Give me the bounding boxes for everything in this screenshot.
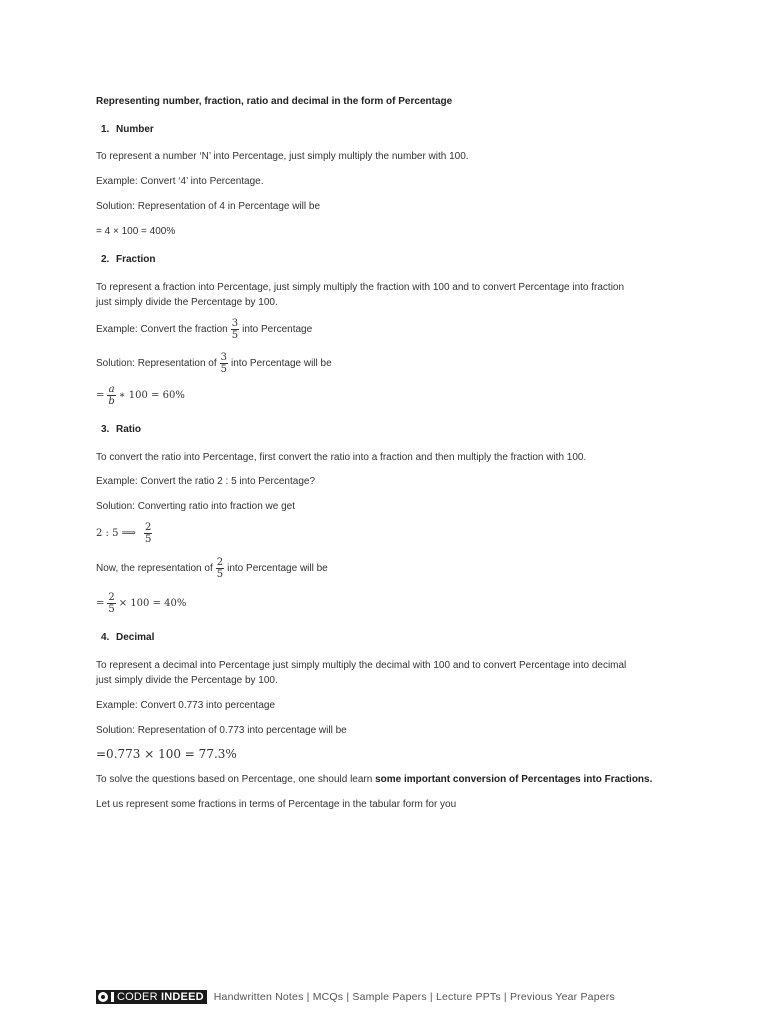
section-number: 1.	[101, 124, 110, 135]
paragraph: Example: Convert the ratio 2 : 5 into Percentage?	[96, 476, 316, 487]
paragraph: Example: Convert 0.773 into percentage	[96, 700, 275, 711]
numerator: 2	[216, 557, 224, 568]
footer	[96, 989, 615, 1005]
paragraph: To represent a decimal into Percentage just simply multiply the decimal with 100 and to convert Percentage into decimal	[96, 660, 627, 671]
logo-bar-icon	[111, 992, 114, 1002]
formula	[96, 384, 185, 407]
denominator: 5	[216, 569, 224, 580]
paragraph: To represent a number ‘N’ into Percentage, just simply multiply the number with 100.	[96, 151, 469, 162]
paragraph: just simply divide the Percentage by 100.	[96, 675, 278, 686]
text: × 100 = 40%	[118, 598, 187, 609]
paragraph: Example: Convert ‘4’ into Percentage.	[96, 176, 264, 187]
text: To solve the questions based on Percentage, one should learn	[96, 774, 376, 785]
section-heading-decimal	[101, 631, 154, 644]
text: 2 : 5 ⟹	[96, 528, 136, 539]
denominator: 5	[220, 364, 228, 375]
numerator: 2	[108, 592, 115, 603]
formula	[96, 522, 155, 545]
section-title: Ratio	[116, 424, 141, 435]
denominator: 5	[231, 330, 239, 341]
numerator: 3	[231, 318, 239, 329]
brand-word-b: INDEED	[161, 991, 204, 1003]
denominator: 5	[144, 534, 152, 545]
text: Example: Convert the fraction	[96, 324, 228, 335]
formula	[96, 592, 186, 615]
denominator: 5	[108, 604, 115, 615]
paragraph: Let us represent some fractions in terms of Percentage in the tabular form for you	[96, 799, 457, 810]
text: into Percentage will be	[227, 563, 328, 574]
section-heading-ratio	[101, 423, 141, 436]
section-title: Fraction	[116, 254, 156, 265]
paragraph: To convert the ratio into Percentage, first convert the ratio into a fraction and then multiply the fraction with 100.	[96, 452, 587, 463]
fraction	[107, 384, 115, 407]
brand-logo[interactable]	[96, 990, 207, 1004]
section-title: Decimal	[116, 632, 155, 643]
section-number: 3.	[101, 424, 110, 435]
text: into Percentage will be	[231, 358, 332, 369]
text: into Percentage	[242, 324, 313, 335]
page-title: Representing number, fraction, ratio and decimal in the form of Percentage	[96, 96, 453, 107]
section-heading-number	[101, 123, 154, 136]
text: Solution: Representation of	[96, 358, 217, 369]
section-title: Number	[116, 124, 154, 135]
emphasis: some important conversion of Percentages into Fractions.	[375, 774, 653, 785]
logo-circle-icon	[98, 992, 108, 1002]
paragraph	[96, 557, 328, 580]
formula: =0.773 × 100 = 77.3%	[96, 747, 237, 761]
footer-links[interactable]: Handwritten Notes | MCQs | Sample Papers | Lecture PPTs | Previous Year Papers	[213, 991, 615, 1003]
example-line	[96, 318, 312, 341]
fraction	[144, 522, 152, 545]
section-number: 4.	[101, 632, 110, 643]
numerator: 3	[220, 352, 228, 363]
text: Now, the representation of	[96, 563, 213, 574]
denominator: b	[108, 396, 115, 407]
text: =	[96, 598, 105, 609]
numerator: a	[108, 384, 115, 395]
text: ∗ 100 = 60%	[118, 390, 185, 401]
brand-word-a: CODER	[117, 991, 158, 1003]
formula: = 4 × 100 = 400%	[96, 226, 176, 237]
fraction	[216, 557, 224, 580]
paragraph	[96, 773, 652, 786]
fraction	[231, 318, 239, 341]
paragraph: Solution: Converting ratio into fraction we get	[96, 501, 295, 512]
paragraph: To represent a fraction into Percentage, just simply multiply the fraction with 100 and to convert Percentage into fraction	[96, 282, 625, 293]
text: =	[96, 390, 105, 401]
fraction	[220, 352, 228, 375]
numerator: 2	[144, 522, 152, 533]
paragraph: just simply divide the Percentage by 100.	[96, 297, 278, 308]
section-heading-fraction	[101, 253, 155, 266]
paragraph: Solution: Representation of 4 in Percentage will be	[96, 201, 321, 212]
section-number: 2.	[101, 254, 110, 265]
fraction	[107, 592, 115, 615]
solution-line	[96, 352, 332, 375]
paragraph: Solution: Representation of 0.773 into percentage will be	[96, 725, 347, 736]
